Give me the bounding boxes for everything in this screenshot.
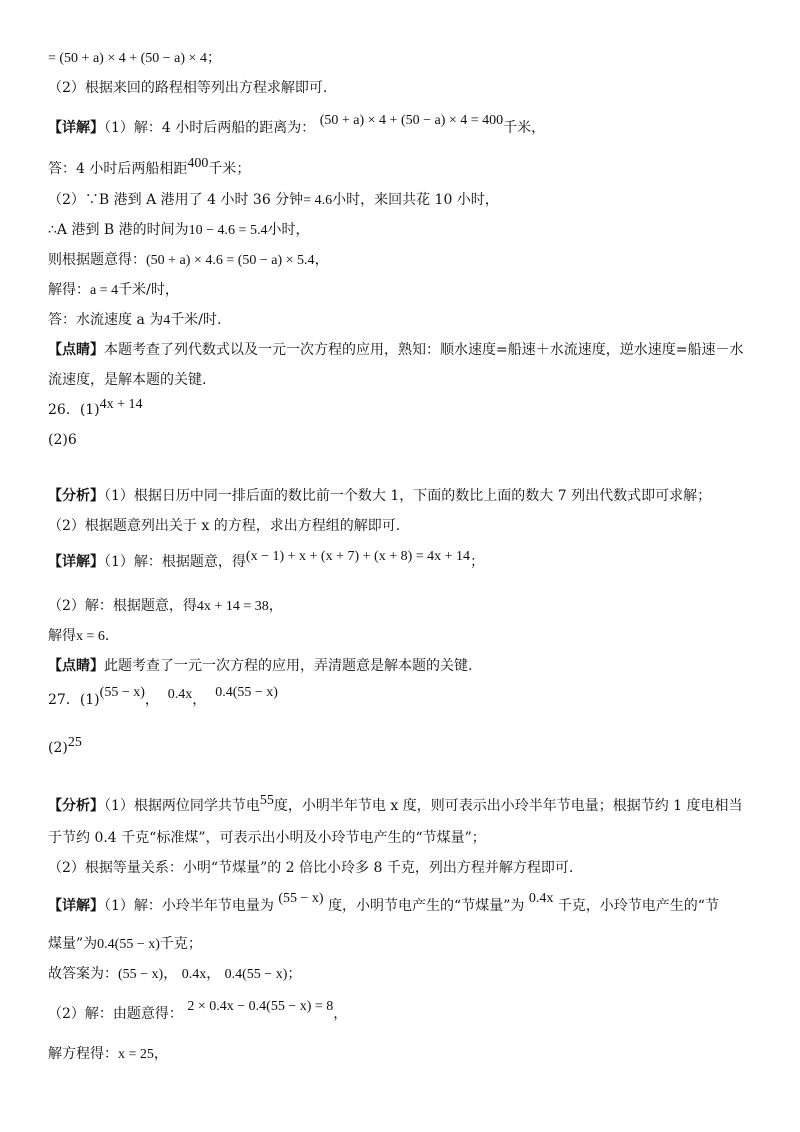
line-text: （1）解：4 小时后两船的距离为： xyxy=(104,120,316,136)
section-tag: 【点睛】 xyxy=(48,342,104,358)
line-suffix: . xyxy=(104,628,110,644)
solution-line xyxy=(48,549,485,573)
line-suffix: 小时， xyxy=(267,222,310,238)
section-tag: 【详解】 xyxy=(48,898,104,914)
solution-line xyxy=(48,280,179,301)
question-number: 27．(1)(55 − x)， 0.4x， 0.4(55 − x) xyxy=(48,685,278,708)
line-suffix: 千米； xyxy=(208,161,251,177)
math-expression: 2 × 0.4x − 0.4(55 − x) = 8 xyxy=(187,999,334,1014)
solution-line xyxy=(48,934,202,955)
math-expression: 25 xyxy=(67,735,82,750)
answer-line xyxy=(48,430,77,450)
line-text: 答：4 小时后两船相距 xyxy=(48,161,188,177)
solution-line xyxy=(48,78,327,98)
solution-line xyxy=(48,486,711,506)
math-expression: 4x + 14 = 38 xyxy=(196,599,269,614)
math-expression: 0.4(55 − x) xyxy=(97,937,160,952)
line-suffix: ， xyxy=(333,1006,348,1022)
line-suffix: ， xyxy=(153,1046,168,1062)
solution-line xyxy=(48,596,283,617)
math-expression: (x − 1) + x + (x + 7) + (x + 8) = 4x + 14 xyxy=(245,549,471,564)
line-text: 煤量”为 xyxy=(48,936,98,952)
math-expression: 55 xyxy=(259,793,274,808)
solution-line xyxy=(48,340,743,360)
math-expression: 0.4x xyxy=(528,891,554,906)
math-expression: 0.4(55 − x) xyxy=(224,967,288,982)
line-text: 流速度，是解本题的关键. xyxy=(48,372,207,388)
solution-line xyxy=(48,793,743,817)
line-text: 本题考查了列代数式以及一元一次方程的应用，熟知：顺水速度=船速＋水流速度，逆水速度=船速－水 xyxy=(104,342,744,358)
line-suffix: 千米/时. xyxy=(170,312,222,328)
line-text: （2）根据题意列出关于 x 的方程，求出方程组的解即可. xyxy=(48,518,401,534)
line-text: 此题考查了一元一次方程的应用，弄清题意是解本题的关键. xyxy=(104,658,473,674)
solution-line xyxy=(48,220,309,241)
line-suffix: 千米， xyxy=(503,120,546,136)
math-expression: (55 − x) xyxy=(99,685,145,700)
solution-line xyxy=(48,656,472,676)
line-text: 故答案为： xyxy=(48,966,118,982)
math-expression: (50 + a) × 4 + (50 − a) × 4 = 400 xyxy=(319,113,504,128)
solution-line xyxy=(48,48,221,69)
line-text: （1）解：小玲半年节电量为 xyxy=(104,898,274,914)
line-suffix: 千米/时， xyxy=(118,282,179,298)
math-expression: a = 4 xyxy=(90,283,119,298)
section-tag: 【分析】 xyxy=(48,798,104,814)
solution-line xyxy=(48,250,329,271)
line-text: （2）根据来回的路程相等列出方程求解即可. xyxy=(48,80,328,96)
solution-line: 故答案为：(55 − x)， 0.4x， 0.4(55 − x)； xyxy=(48,966,302,982)
solution-line xyxy=(48,113,546,139)
line-suffix: 千克； xyxy=(159,936,202,952)
line-text: 27．(1) xyxy=(48,692,100,708)
math-expression: 10 − 4.6 = 5.4 xyxy=(188,223,268,238)
line-text: 解得： xyxy=(48,282,90,298)
line-text: 解得 xyxy=(48,628,76,644)
line-text: （1）根据日历中同一排后面的数比前一个数大 1，下面的数比上面的数大 7 列出代数式即可求解； xyxy=(104,488,712,504)
line-text: 答：水流速度 a 为 xyxy=(48,312,164,328)
math-expression: 0.4x xyxy=(167,687,193,702)
section-tag: 【详解】 xyxy=(48,554,104,570)
line-text: 解方程得： xyxy=(48,1046,118,1062)
math-expression: x = 6 xyxy=(76,629,105,644)
line-suffix: ， xyxy=(268,598,283,614)
solution-line xyxy=(48,190,499,211)
line-suffix: 小时，来回共花 10 小时， xyxy=(332,192,499,208)
line-text: 度，小明节电产生的“节煤量”为 xyxy=(328,898,525,914)
answer-line xyxy=(48,735,82,759)
section-tag: 【分析】 xyxy=(48,488,104,504)
math-expression: = (50 + a) × 4 + (50 − a) × 4 xyxy=(48,51,207,66)
math-expression: 0.4x xyxy=(181,967,207,982)
line-text: 则根据题意得： xyxy=(48,252,146,268)
question-number xyxy=(48,397,143,421)
solution-line xyxy=(48,858,573,878)
line-text: （2）根据等量关系：小明“节煤量”的 2 倍比小玲多 8 千克，列出方程并解方程即可. xyxy=(48,860,574,876)
line-text: （2）解：根据题意，得 xyxy=(48,598,197,614)
line-text: (2) xyxy=(48,740,68,756)
line-suffix: ； xyxy=(287,966,302,982)
math-expression: = 4.6 xyxy=(303,193,333,208)
math-expression: 400 xyxy=(187,156,209,171)
math-expression: x = 25 xyxy=(118,1047,154,1062)
math-expression: 4 xyxy=(163,313,171,328)
line-suffix: ； xyxy=(470,554,485,570)
solution-line xyxy=(48,1044,168,1065)
math-expression: (55 − x) xyxy=(278,891,324,906)
line-text: （1）解：根据题意，得 xyxy=(104,554,246,570)
section-tag: 【点睛】 xyxy=(48,658,104,674)
math-expression: (50 + a) × 4.6 = (50 − a) × 5.4 xyxy=(146,253,315,268)
math-expression: (55 − x) xyxy=(118,967,164,982)
line-text: （2）解：由题意得： xyxy=(48,1006,183,1022)
line-suffix: ， xyxy=(314,252,329,268)
solution-line xyxy=(48,156,251,180)
solution-line xyxy=(48,370,206,390)
line-text: （2）∵B 港到 A 港用了 4 小时 36 分钟 xyxy=(48,192,304,208)
line-text: （1）根据两位同学共节电 xyxy=(104,798,260,814)
solution-line xyxy=(48,626,109,647)
line-text: 于节约 0.4 千克“标准煤”，可表示出小明及小玲节电产生的“节煤量”； xyxy=(48,830,486,846)
line-suffix: 千克，小玲节电产生的“节 xyxy=(557,898,719,914)
solution-line xyxy=(48,828,486,848)
math-expression: 4x + 14 xyxy=(99,397,143,412)
solution-line xyxy=(48,999,348,1025)
line-text: (2)6 xyxy=(48,432,77,448)
line-suffix: 度，小明半年节电 x 度，则可表示出小玲半年节电量；根据节约 1 度电相当 xyxy=(273,798,743,814)
solution-line xyxy=(48,310,221,331)
solution-line xyxy=(48,891,719,917)
solution-line xyxy=(48,516,400,536)
line-text: 26．(1) xyxy=(48,402,100,418)
math-expression: 0.4(55 − x) xyxy=(215,685,278,700)
line-text: ∴A 港到 B 港的时间为 xyxy=(48,222,189,238)
section-tag: 【详解】 xyxy=(48,120,104,136)
line-suffix: ； xyxy=(206,50,221,66)
